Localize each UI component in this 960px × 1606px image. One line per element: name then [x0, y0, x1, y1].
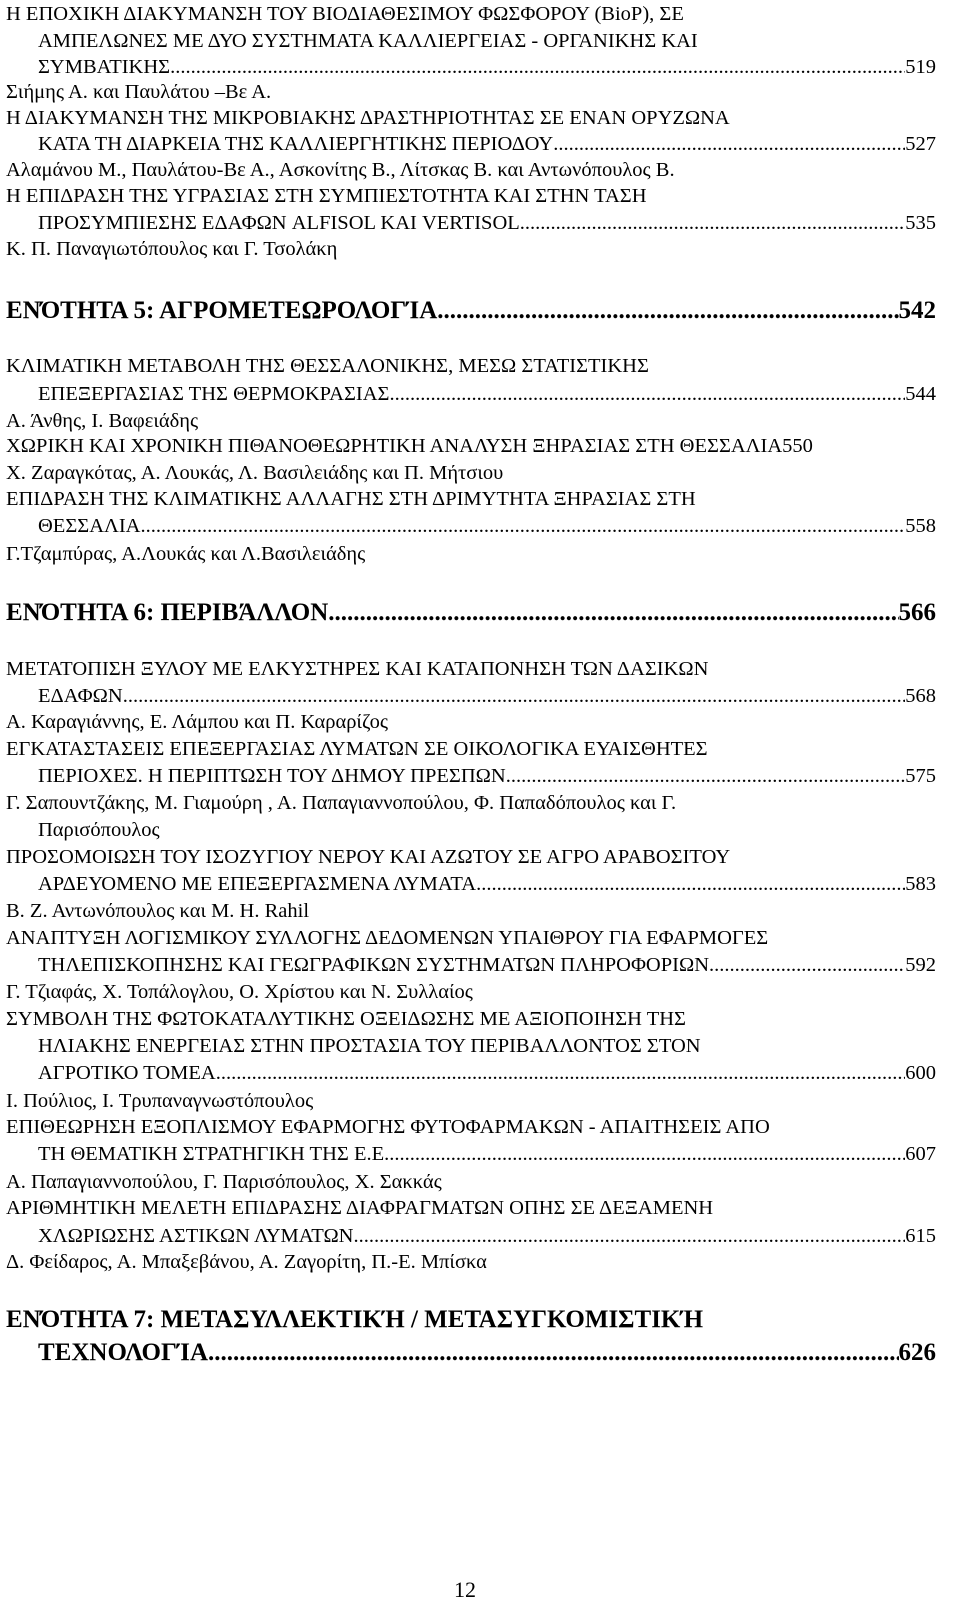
toc-entry-title: ΚΑΤΑ ΤΗ ΔΙΑΡΚΕΙΑ ΤΗΣ ΚΑΛΛΙΕΡΓΗΤΙΚΗΣ ΠΕΡΙΟΔΟΥ ..... 527 — [6, 131, 936, 157]
toc-entry-title: ΑΡΙΘΜΗΤΙΚΗ ΜΕΛΕΤΗ ΕΠΙΔΡΑΣΗΣ ΔΙΑΦΡΑΓΜΑΤΩΝ ΟΠΗΣ ΣΕ ΔΕΞΑΜΕΝΗ — [6, 1197, 714, 1219]
toc-entry-authors: Αλαμάνου Μ., Παυλάτου-Βε Α., Ασκονίτης Β., Λίτσκας Β. και Αντωνόπουλος Β. — [6, 159, 675, 181]
toc-entry-authors: Γ. Τζιαφάς, Χ. Τοπάλογλου, Ο. Χρίστου και Ν. Συλλαίος — [6, 981, 473, 1003]
toc-entry-title: ΣΥΜΒΑΤΙΚΗΣ ..... 519 — [6, 54, 936, 80]
toc-entry-title: Η ΕΠΙΔΡΑΣΗ ΤΗΣ ΥΓΡΑΣΙΑΣ ΣΤΗ ΣΥΜΠΙΕΣΤΟΤΗΤΑ ΚΑΙ ΣΤΗΝ ΤΑΣΗ — [6, 185, 647, 207]
toc-entry-authors: Α. Καραγιάννης, Ε. Λάμπου και Π. Καραρίζος — [6, 711, 389, 733]
toc-entry-title: Η ΕΠΟΧΙΚΗ ΔΙΑΚΥΜΑΝΣΗ ΤΟΥ ΒΙΟΔΙΑΘΕΣΙΜΟΥ ΦΩΣΦΟΡΟΥ (BioP), ΣΕ — [6, 3, 684, 25]
toc-entry-title: ΕΔΑΦΩΝ ..... 568 — [6, 683, 936, 709]
page-ref: 542 — [898, 297, 936, 324]
dot-leader — [170, 54, 905, 80]
dot-leader — [520, 210, 905, 236]
toc-entry-authors: Β. Ζ. Αντωνόπουλος και Μ. Η. Rahil — [6, 900, 310, 922]
toc-entry-title: Η ΔΙΑΚΥΜΑΝΣΗ ΤΗΣ ΜΙΚΡΟΒΙΑΚΗΣ ΔΡΑΣΤΗΡΙΟΤΗΤΑΣ ΣΕ ΕΝΑΝ ΟΡΥΖΩΝΑ — [6, 107, 730, 129]
dot-leader — [141, 513, 906, 539]
dot-leader — [553, 131, 905, 157]
toc-entry-authors: Δ. Φείδαρος, Α. Μπαξεβάνου, Α. Ζαγορίτη, Π.-Ε. Μπίσκα — [6, 1251, 487, 1273]
toc-entry-title: ΕΠΙΘΕΩΡΗΣΗ ΕΞΟΠΛΙΣΜΟΥ ΕΦΑΡΜΟΓΗΣ ΦΥΤΟΦΑΡΜΑΚΩΝ - ΑΠΑΙΤΗΣΕΙΣ ΑΠΟ — [6, 1116, 770, 1138]
page-ref: 626 — [898, 1339, 936, 1366]
section-heading: ΕΝΌΤΗΤΑ 7: ΜΕΤΑΣΥΛΛΕΚΤΙΚΉ / ΜΕΤΑΣΥΓΚΟΜΙΣΤΙΚΉ — [6, 1306, 704, 1333]
toc-entry-title: ΕΠΕΞΕΡΓΑΣΙΑΣ ΤΗΣ ΘΕΡΜΟΚΡΑΣΙΑΣ ..... 544 — [6, 381, 936, 407]
dot-leader — [328, 598, 898, 628]
dot-leader — [208, 1338, 899, 1368]
toc-entry-title: ΠΕΡΙΟΧΕΣ. Η ΠΕΡΙΠΤΩΣΗ ΤΟΥ ΔΗΜΟΥ ΠΡΕΣΠΩΝ ..... 575 — [6, 763, 936, 789]
toc-entry-title: ΣΥΜΒΟΛΗ ΤΗΣ ΦΩΤΟΚΑΤΑΛΥΤΙΚΗΣ ΟΞΕΙΔΩΣΗΣ ΜΕ ΑΞΙΟΠΟΙΗΣΗ ΤΗΣ — [6, 1008, 686, 1030]
toc-entry-authors: Α. Παπαγιαννοπούλου, Γ. Παρισόπουλος, Χ. Σακκάς — [6, 1171, 442, 1193]
dot-leader — [389, 1141, 905, 1167]
page-ref: 583 — [905, 873, 936, 895]
page-ref: 519 — [905, 56, 936, 78]
page-ref: 615 — [905, 1225, 936, 1247]
page-ref: 607 — [905, 1143, 936, 1165]
toc-entry-title: ΜΕΤΑΤΟΠΙΣΗ ΞΥΛΟΥ ΜΕ ΕΛΚΥΣΤΗΡΕΣ ΚΑΙ ΚΑΤΑΠΟΝΗΣΗ ΤΩΝ ΔΑΣΙΚΩΝ — [6, 658, 709, 680]
toc-entry-authors: Α. Άνθης, Ι. Βαφειάδης — [6, 410, 199, 432]
page-ref: 566 — [898, 599, 936, 626]
toc-entry-title: ΤΗ ΘΕΜΑΤΙΚΗ ΣΤΡΑΤΗΓΙΚΗ ΤΗΣ Ε.Ε. ..... 607 — [6, 1141, 936, 1167]
section-heading: ΤΕΧΝΟΛΟΓΊΑ ..... 626 — [6, 1338, 936, 1368]
dot-leader — [709, 952, 905, 978]
toc-entry-authors: Κ. Π. Παναγιωτόπουλος και Γ. Τσολάκη — [6, 238, 338, 260]
toc-entry-title: ΠΡΟΣΥΜΠΙΕΣΗΣ ΕΔΑΦΩΝ ALFISOL ΚΑΙ VERTISOL ..... 535 — [6, 210, 936, 236]
toc-entry-title: ΑΓΡΟΤΙΚΟ ΤΟΜΕΑ ..... 600 — [6, 1060, 936, 1086]
dot-leader — [353, 1223, 905, 1249]
toc-entry-title: ΘΕΣΣΑΛΙΑ ..... 558 — [6, 513, 936, 539]
toc-entry-title: ΚΛΙΜΑΤΙΚΗ ΜΕΤΑΒΟΛΗ ΤΗΣ ΘΕΣΣΑΛΟΝΙΚΗΣ, ΜΕΣΩ ΣΤΑΤΙΣΤΙΚΗΣ — [6, 355, 649, 377]
page-ref: 575 — [905, 765, 936, 787]
toc-entry-authors: Ι. Πούλιος, Ι. Τρυπαναγνωστόπουλος — [6, 1090, 314, 1112]
page-ref: 527 — [905, 133, 936, 155]
page-number: 12 — [454, 1577, 476, 1602]
toc-entry-title: ΑΡΔΕΥΟΜΕΝΟ ΜΕ ΕΠΕΞΕΡΓΑΣΜΕΝΑ ΛΥΜΑΤΑ ..... 583 — [6, 871, 936, 897]
dot-leader — [476, 871, 905, 897]
toc-entry-title: ΧΩΡΙΚΗ ΚΑΙ ΧΡΟΝΙΚΗ ΠΙΘΑΝΟΘΕΩΡΗΤΙΚΗ ΑΝΑΛΥΣΗ ΞΗΡΑΣΙΑΣ ΣΤΗ ΘΕΣΣΑΛΙΑ550 — [6, 435, 813, 457]
toc-entry-title: ΕΓΚΑΤΑΣΤΑΣΕΙΣ ΕΠΕΞΕΡΓΑΣΙΑΣ ΛΥΜΑΤΩΝ ΣΕ ΟΙΚΟΛΟΓΙΚΑ ΕΥΑΙΣΘΗΤΕΣ — [6, 738, 708, 760]
page-ref: 568 — [905, 685, 936, 707]
toc-entry-title: ΑΝΑΠΤΥΞΗ ΛΟΓΙΣΜΙΚΟΥ ΣΥΛΛΟΓΗΣ ΔΕΔΟΜΕΝΩΝ ΥΠΑΙΘΡΟΥ ΓΙΑ ΕΦΑΡΜΟΓΕΣ — [6, 927, 769, 949]
toc-entry-authors: Γ.Τζαμπύρας, Α.Λουκάς και Λ.Βασιλειάδης — [6, 543, 366, 565]
toc-entry-authors: Γ. Σαπουντζάκης, Μ. Γιαμούρη , Α. Παπαγιαννοπούλου, Φ. Παπαδόπουλος και Γ. — [6, 792, 677, 814]
page-ref: 535 — [905, 212, 936, 234]
toc-entry-title: ΠΡΟΣΟΜΟΙΩΣΗ ΤΟΥ ΙΣΟΖΥΓΙΟΥ ΝΕΡΟΥ ΚΑΙ ΑΖΩΤΟΥ ΣΕ ΑΓΡΟ ΑΡΑΒΟΣΙΤΟΥ — [6, 846, 731, 868]
page-ref: 544 — [905, 383, 936, 405]
toc-entry-title: ΗΛΙΑΚΗΣ ΕΝΕΡΓΕΙΑΣ ΣΤΗΝ ΠΡΟΣΤΑΣΙΑ ΤΟΥ ΠΕΡΙΒΑΛΛΟΝΤΟΣ ΣΤΟΝ — [38, 1035, 701, 1057]
toc-entry-title: ΤΗΛΕΠΙΣΚΟΠΗΣΗΣ ΚΑΙ ΓΕΩΓΡΑΦΙΚΩΝ ΣΥΣΤΗΜΑΤΩΝ ΠΛΗΡΟΦΟΡΙΩΝ ..... 592 — [6, 952, 936, 978]
dot-leader — [389, 381, 905, 407]
page-ref: 558 — [905, 515, 936, 537]
toc-entry-authors: Σιήμης Α. και Παυλάτου –Βε Α. — [6, 81, 272, 103]
section-heading: ΕΝΌΤΗΤΑ 5: ΑΓΡΟΜΕΤΕΩΡΟΛΟΓΊΑ ..... 542 — [6, 296, 936, 326]
dot-leader — [123, 683, 906, 709]
toc-entry-authors: Παρισόπουλος — [38, 819, 160, 841]
toc-entry-authors: Χ. Ζαραγκότας, Α. Λουκάς, Λ. Βασιλειάδης και Π. Μήτσιου — [6, 462, 504, 484]
section-heading: ΕΝΌΤΗΤΑ 6: ΠΕΡΙΒΆΛΛΟΝ ..... 566 — [6, 598, 936, 628]
toc-entry-title: ΧΛΩΡΙΩΣΗΣ ΑΣΤΙΚΩΝ ΛΥΜΑΤΩΝ ..... 615 — [6, 1223, 936, 1249]
page-ref: 600 — [905, 1062, 936, 1084]
dot-leader — [216, 1060, 906, 1086]
page-ref: 592 — [905, 954, 936, 976]
toc-entry-title: ΑΜΠΕΛΩΝΕΣ ΜΕ ΔΥΟ ΣΥΣΤΗΜΑΤΑ ΚΑΛΛΙΕΡΓΕΙΑΣ - ΟΡΓΑΝΙΚΗΣ ΚΑΙ — [38, 30, 698, 52]
dot-leader — [437, 296, 898, 326]
toc-entry-title: ΕΠΙΔΡΑΣΗ ΤΗΣ ΚΛΙΜΑΤΙΚΗΣ ΑΛΛΑΓΗΣ ΣΤΗ ΔΡΙΜΥΤΗΤΑ ΞΗΡΑΣΙΑΣ ΣΤΗ — [6, 488, 696, 510]
dot-leader — [506, 763, 906, 789]
